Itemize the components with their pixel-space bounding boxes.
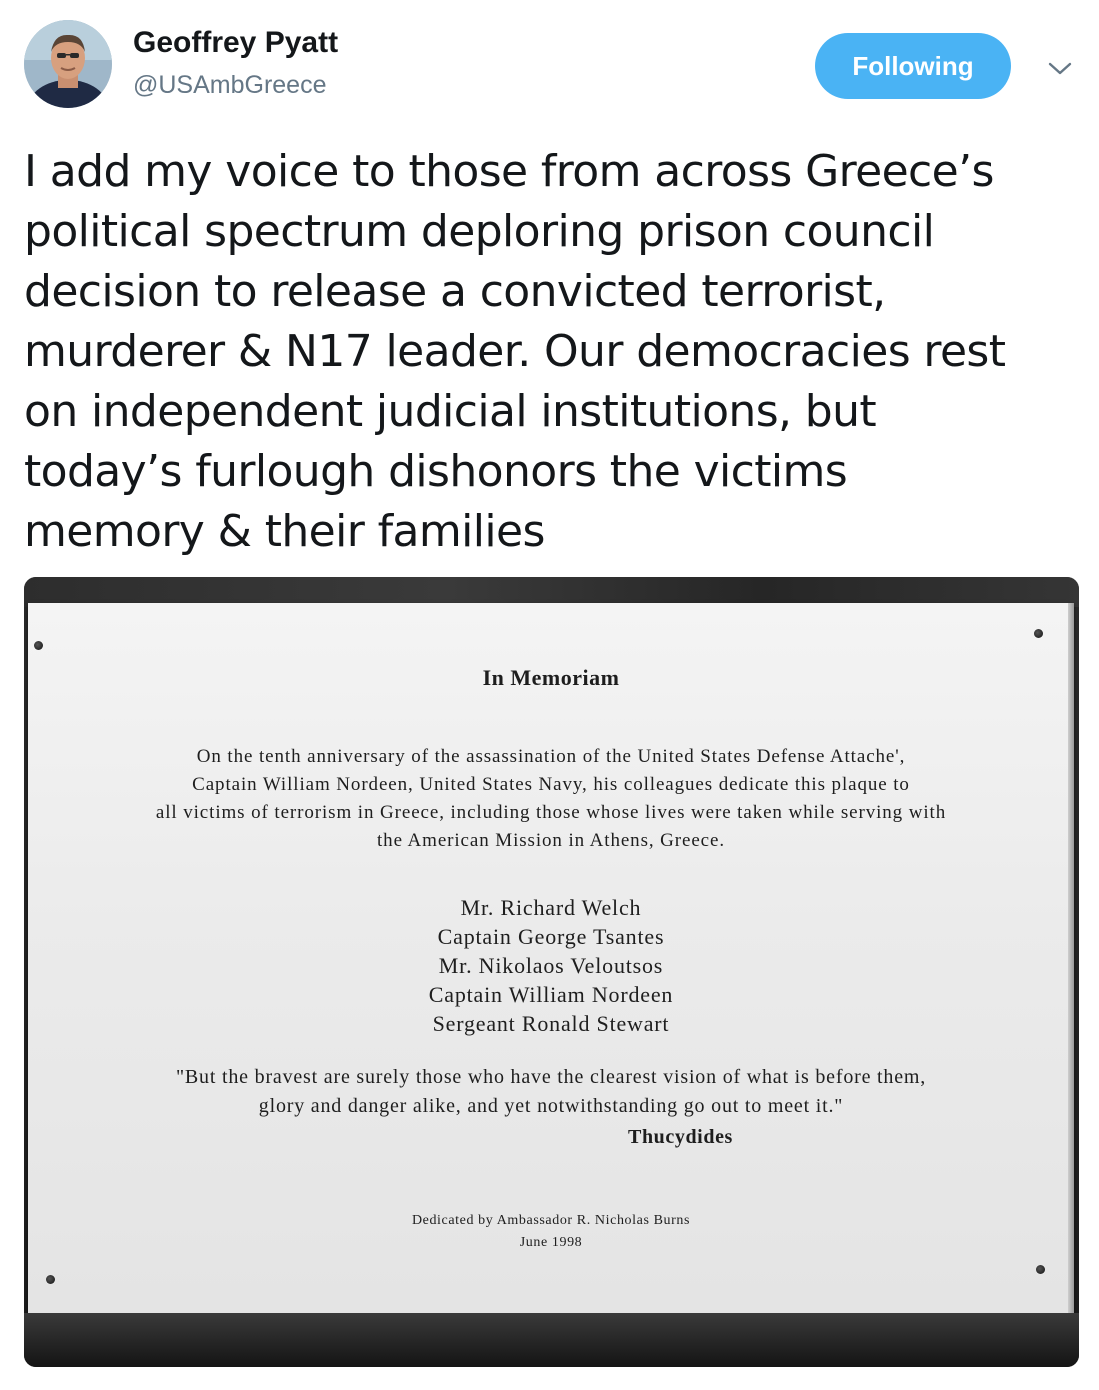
plaque-paragraph-line: On the tenth anniversary of the assassination of the United States Defense Attache', <box>196 746 906 767</box>
photo-wall-bottom <box>24 1313 1079 1367</box>
plaque-names <box>28 893 1074 1038</box>
plaque-name: Captain William Nordeen <box>428 982 674 1007</box>
tweet-text-line: I add my voice to those from across Greece’s <box>24 146 994 197</box>
following-button[interactable]: Following <box>815 33 1011 99</box>
tweet-text <box>24 142 1084 562</box>
plaque-screw <box>1036 1265 1045 1274</box>
tweet-text-line: today’s furlough dishonors the victims <box>24 446 848 497</box>
tweet-text-line: memory & their families <box>24 506 545 557</box>
plaque-quote <box>68 1063 1034 1121</box>
avatar[interactable] <box>24 20 112 108</box>
plaque-paragraph-line: the American Mission in Athens, Greece. <box>377 830 725 851</box>
plaque-paragraph-line: all victims of terrorism in Greece, including those whose lives were taken while serving with <box>155 802 947 823</box>
plaque-dedication <box>28 1210 1074 1254</box>
plaque-screw <box>46 1275 55 1284</box>
plaque-quote-line: "But the bravest are surely those who have the clearest vision of what is before them, <box>175 1066 927 1088</box>
plaque-name: Mr. Nikolaos Veloutsos <box>438 953 664 978</box>
plaque-dedication-line: June 1998 <box>519 1235 583 1250</box>
plaque-title: In Memoriam <box>482 665 620 690</box>
plaque-name: Captain George Tsantes <box>437 924 665 949</box>
plaque-paragraph <box>68 743 1034 855</box>
plaque-quote-author: Thucydides <box>628 1126 733 1148</box>
display-name[interactable]: Geoffrey Pyatt <box>133 26 339 59</box>
plaque-quote-line: glory and danger alike, and yet notwithstanding go out to meet it." <box>258 1095 844 1117</box>
plaque-paragraph-line: Captain William Nordeen, United States Navy, his colleagues dedicate this plaque to <box>192 774 910 795</box>
tweet-photo[interactable] <box>24 577 1079 1367</box>
tweet-text-line: political spectrum deploring prison council <box>24 206 935 257</box>
plaque-name: Mr. Richard Welch <box>460 895 642 920</box>
username-handle[interactable]: @USAmbGreece <box>133 71 327 99</box>
tweet-text-line: decision to release a convicted terrorist, <box>24 266 886 317</box>
plaque-screw <box>34 641 43 650</box>
tweet-text-line: murderer & N17 leader. Our democracies rest <box>24 326 1006 377</box>
tweet-text-line: on independent judicial institutions, but <box>24 386 877 437</box>
avatar-photo <box>24 20 112 108</box>
memorial-plaque <box>28 603 1074 1313</box>
plaque-name: Sergeant Ronald Stewart <box>432 1011 670 1036</box>
chevron-down-icon <box>1047 61 1073 77</box>
more-options-button[interactable] <box>1040 52 1080 86</box>
plaque-screw <box>1034 629 1043 638</box>
plaque-dedication-line: Dedicated by Ambassador R. Nicholas Burns <box>411 1213 691 1228</box>
